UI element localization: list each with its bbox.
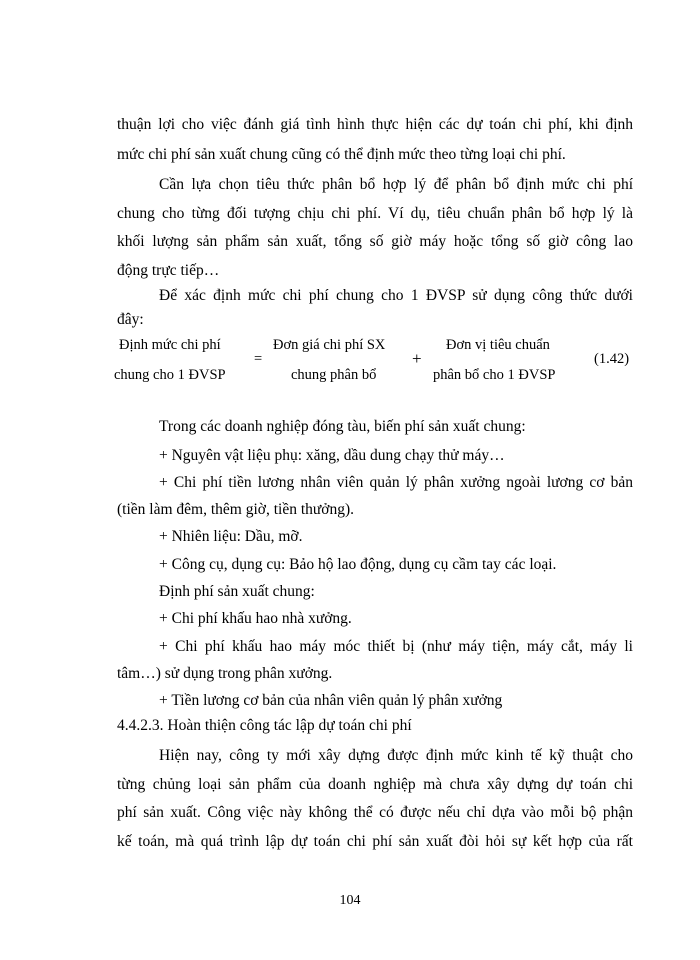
- section-heading: 4.4.2.3. Hoàn thiện công tác lập dự toán chi phí: [117, 717, 412, 734]
- formula-term1-bottom: chung phân bổ: [291, 367, 377, 383]
- formula-term2-top: Đơn vị tiêu chuẩn: [446, 337, 550, 353]
- paragraph-line: mức chi phí sản xuất chung cũng có thể định mức theo từng loại chi phí.: [117, 146, 566, 163]
- page-number: 104: [339, 893, 361, 908]
- paragraph-line: động trực tiếp…: [117, 262, 220, 279]
- paragraph-line: Trong các doanh nghiệp đóng tàu, biến phí sản xuất chung:: [159, 418, 526, 435]
- formula-term2-bottom: phân bổ cho 1 ĐVSP: [433, 367, 556, 383]
- paragraph-line: Cần lựa chọn tiêu thức phân bổ hợp lý để phân bổ định mức chi phí: [159, 176, 633, 193]
- list-item: + Công cụ, dụng cụ: Bảo hộ lao động, dụng cụ cầm tay các loại.: [159, 556, 557, 573]
- paragraph-line: đây:: [117, 311, 144, 328]
- formula-equals: =: [254, 351, 263, 367]
- list-item: + Chi phí khấu hao máy móc thiết bị (như máy tiện, máy cắt, máy li: [159, 638, 633, 655]
- paragraph-line: kế toán, mà quá trình lập dự toán chi phí sản xuất đòi hỏi sự kết hợp của rất: [117, 833, 633, 850]
- paragraph-line: khối lượng sản phẩm sản xuất, tổng số giờ máy hoặc tổng số giờ công lao: [117, 233, 633, 250]
- list-item: tâm…) sử dụng trong phân xưởng.: [117, 665, 333, 682]
- paragraph-line: chung cho từng đối tượng chịu chi phí. Ví dụ, tiêu chuẩn phân bổ hợp lý là: [117, 205, 633, 222]
- formula-lhs-bottom: chung cho 1 ĐVSP: [114, 367, 226, 383]
- paragraph-line: Để xác định mức chi phí chung cho 1 ĐVSP sử dụng công thức dưới: [159, 287, 633, 304]
- paragraph-line: từng chủng loại sản phẩm của doanh nghiệp mà chưa xây dựng dự toán chi: [117, 776, 633, 793]
- formula-term1-top: Đơn giá chi phí SX: [273, 337, 386, 353]
- paragraph-line: thuận lợi cho việc đánh giá tình hình thực hiện các dự toán chi phí, khi định: [117, 116, 633, 133]
- paragraph-line: Hiện nay, công ty mới xây dựng được định mức kinh tế kỹ thuật cho: [159, 747, 633, 764]
- formula-1-42: [0, 330, 700, 390]
- list-item: + Chi phí tiền lương nhân viên quản lý phân xưởng ngoài lương cơ bản: [159, 474, 633, 491]
- list-item: + Tiền lương cơ bản của nhân viên quản lý phân xưởng: [159, 692, 503, 709]
- list-item: (tiền làm đêm, thêm giờ, tiền thưởng).: [117, 501, 355, 518]
- list-item: + Nguyên vật liệu phụ: xăng, dầu dung chạy thử máy…: [159, 447, 505, 464]
- paragraph-line: Định phí sản xuất chung:: [159, 583, 315, 600]
- formula-plus: +: [412, 349, 422, 368]
- paragraph-line: phí sản xuất. Công việc này không thể có được nếu chỉ dựa vào mỗi bộ phận: [117, 804, 633, 821]
- list-item: + Chi phí khấu hao nhà xưởng.: [159, 610, 352, 627]
- list-item: + Nhiên liệu: Dầu, mỡ.: [159, 528, 303, 545]
- formula-number: (1.42): [594, 351, 630, 367]
- formula-lhs-top: Định mức chi phí: [119, 337, 221, 353]
